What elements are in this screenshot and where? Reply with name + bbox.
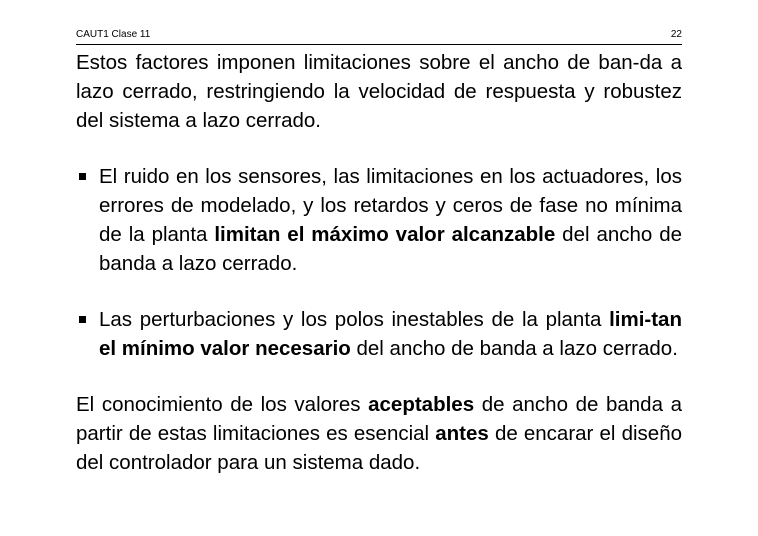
page-number: 22 [670,29,682,40]
bullet-item-upper-limit [76,162,682,278]
square-bullet-icon [79,173,86,180]
closing-text-1: El conocimiento de los valores [76,393,369,416]
intro-paragraph: Estos factores imponen limitaciones sobre el ancho de ban-da a lazo cerrado, restringiendo la velocidad de respuesta y robustez del sistema a lazo cerrado. [76,51,682,132]
closing-paragraph [76,390,682,477]
bullet-text-pre: Las perturbaciones y los polos inestables de la planta [99,308,610,331]
closing-bold-antes: antes [435,422,489,445]
closing-text-2: de ancho de banda a partir de estas limitaciones es esencial [76,393,682,445]
bullet-text-post: del ancho de banda a lazo cerrado. [99,223,683,275]
bullet-text-post: del ancho de banda a lazo cerrado. [350,337,678,360]
closing-text-3: de encarar el diseño del controlador para un sistema dado. [76,422,683,474]
header-divider [76,44,682,45]
bullet-item-lower-limit [76,305,682,363]
slide-body [76,48,682,477]
bullet-list [76,162,682,363]
page-header [76,28,682,44]
square-bullet-icon [79,316,86,323]
bullet-text-pre: El ruido en los sensores, las limitaciones en los actuadores, los errores de modelado, y los retardos y ceros de fase no mínima de la planta [99,165,682,246]
bullet-text-bold: limitan el máximo valor alcanzable [214,223,556,246]
bullet-text-bold: limi-tan el mínimo valor necesario [99,308,682,360]
header-course-label: CAUT1 Clase 11 [76,29,151,40]
closing-bold-aceptables: aceptables [368,393,475,416]
